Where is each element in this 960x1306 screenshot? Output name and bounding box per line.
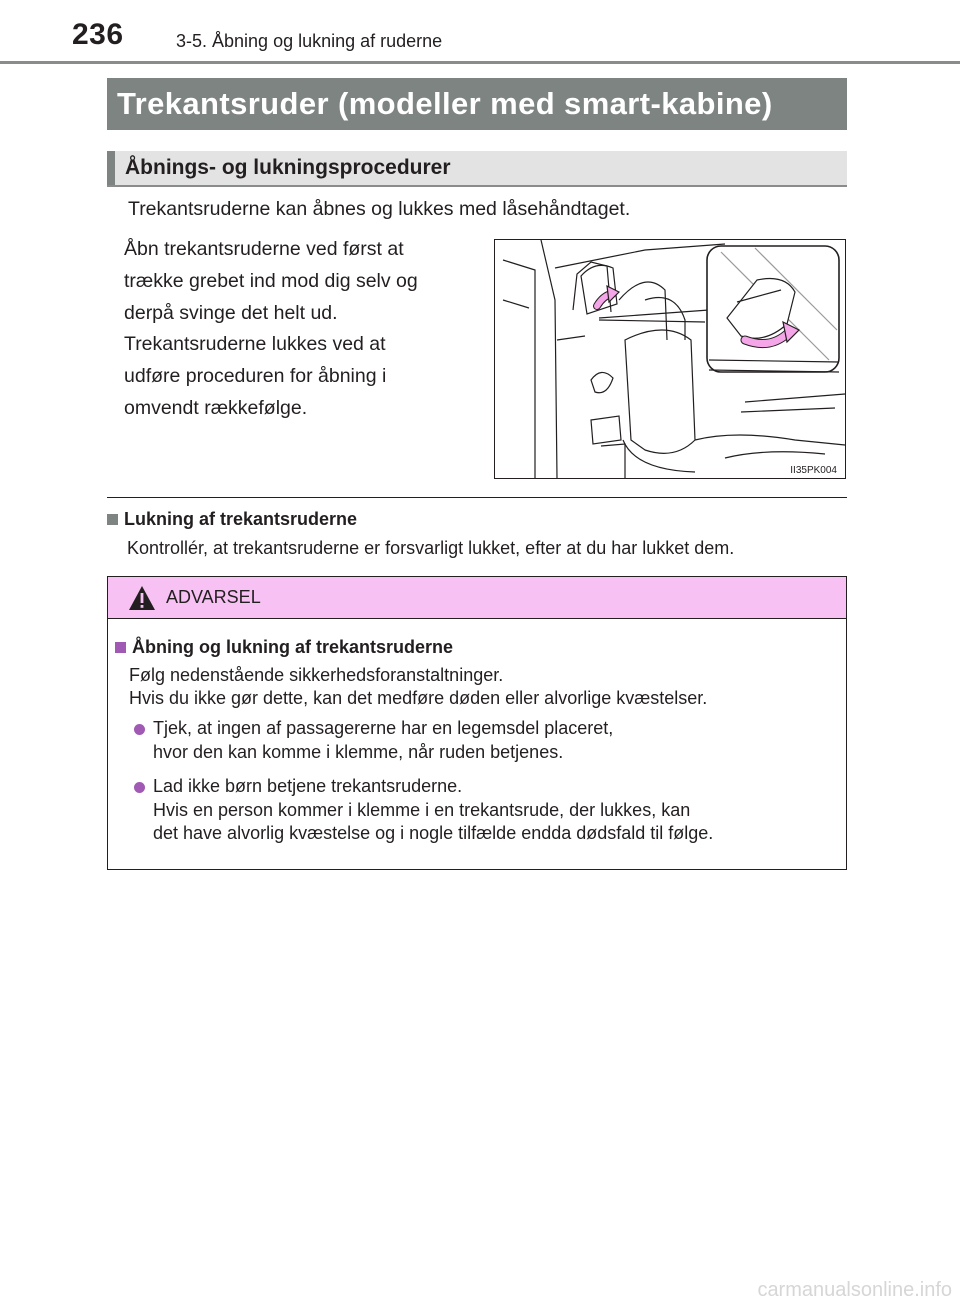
open-instructions xyxy=(124,233,475,329)
figure-code: II35PK004 xyxy=(790,465,837,476)
text-line: Åbn trekantsruderne ved først at xyxy=(124,238,404,260)
warning-bullet-line: Lad ikke børn betjene trekantsruderne. xyxy=(153,776,463,796)
text-line: derpå svinge det helt ud. xyxy=(124,302,338,324)
warning-bullet-line: Tjek, at ingen af passagererne har en legemsdel placeret, xyxy=(153,718,614,738)
subsection-banner xyxy=(107,151,847,187)
close-instructions xyxy=(124,328,475,424)
watermark: carmanualsonline.info xyxy=(757,1279,952,1301)
warning-bullet-line: det have alvorlig kvæstelse og i nogle tilfælde endda dødsfald til følge. xyxy=(153,823,714,843)
divider xyxy=(107,497,847,498)
square-bullet-icon xyxy=(115,642,126,653)
warning-intro-line: Følg nedenstående sikkerhedsforanstaltninger. xyxy=(129,665,504,685)
warning-bullet-line: Hvis en person kommer i klemme i en trekantsrude, der lukkes, kan xyxy=(153,800,691,820)
subsection-bar xyxy=(107,151,115,185)
running-head: 3-5. Åbning og lukning af ruderne xyxy=(176,31,443,51)
section-title: Trekantsruder (modeller med smart-kabine) xyxy=(117,86,773,121)
intro-text: Trekantsruderne kan åbnes og lukkes med låsehåndtaget. xyxy=(128,198,631,220)
square-bullet-icon xyxy=(107,514,118,525)
page-number: 236 xyxy=(72,18,124,51)
bullet-dot-icon xyxy=(134,782,145,793)
header-rule xyxy=(0,61,960,64)
section-banner xyxy=(107,78,847,130)
text-line: omvendt rækkefølge. xyxy=(124,397,308,419)
warning-subheading xyxy=(115,637,453,658)
note-body: Kontrollér, at trekantsruderne er forsvarligt lukket, efter at du har lukket dem. xyxy=(127,538,735,558)
warning-box xyxy=(107,576,847,870)
subsection-title: Åbnings- og lukningsprocedurer xyxy=(125,156,451,179)
bullet-dot-icon xyxy=(134,724,145,735)
note-heading-text: Lukning af trekantsruderne xyxy=(124,509,358,529)
warning-bullet-line: hvor den kan komme i klemme, når ruden betjenes. xyxy=(153,742,564,762)
warning-subheading-text: Åbning og lukning af trekantsruderne xyxy=(132,637,454,657)
warning-triangle-icon xyxy=(128,585,156,611)
text-line: Trekantsruderne lukkes ved at xyxy=(124,333,386,355)
warning-intro-line: Hvis du ikke gør dette, kan det medføre døden eller alvorlige kvæstelser. xyxy=(129,688,708,708)
cabin-illustration xyxy=(494,239,846,479)
warning-header xyxy=(108,577,846,619)
text-line: udføre proceduren for åbning i xyxy=(124,365,387,387)
note-heading xyxy=(107,509,357,530)
warning-label: ADVARSEL xyxy=(166,587,261,607)
text-line: trække grebet ind mod dig selv og xyxy=(124,270,418,292)
